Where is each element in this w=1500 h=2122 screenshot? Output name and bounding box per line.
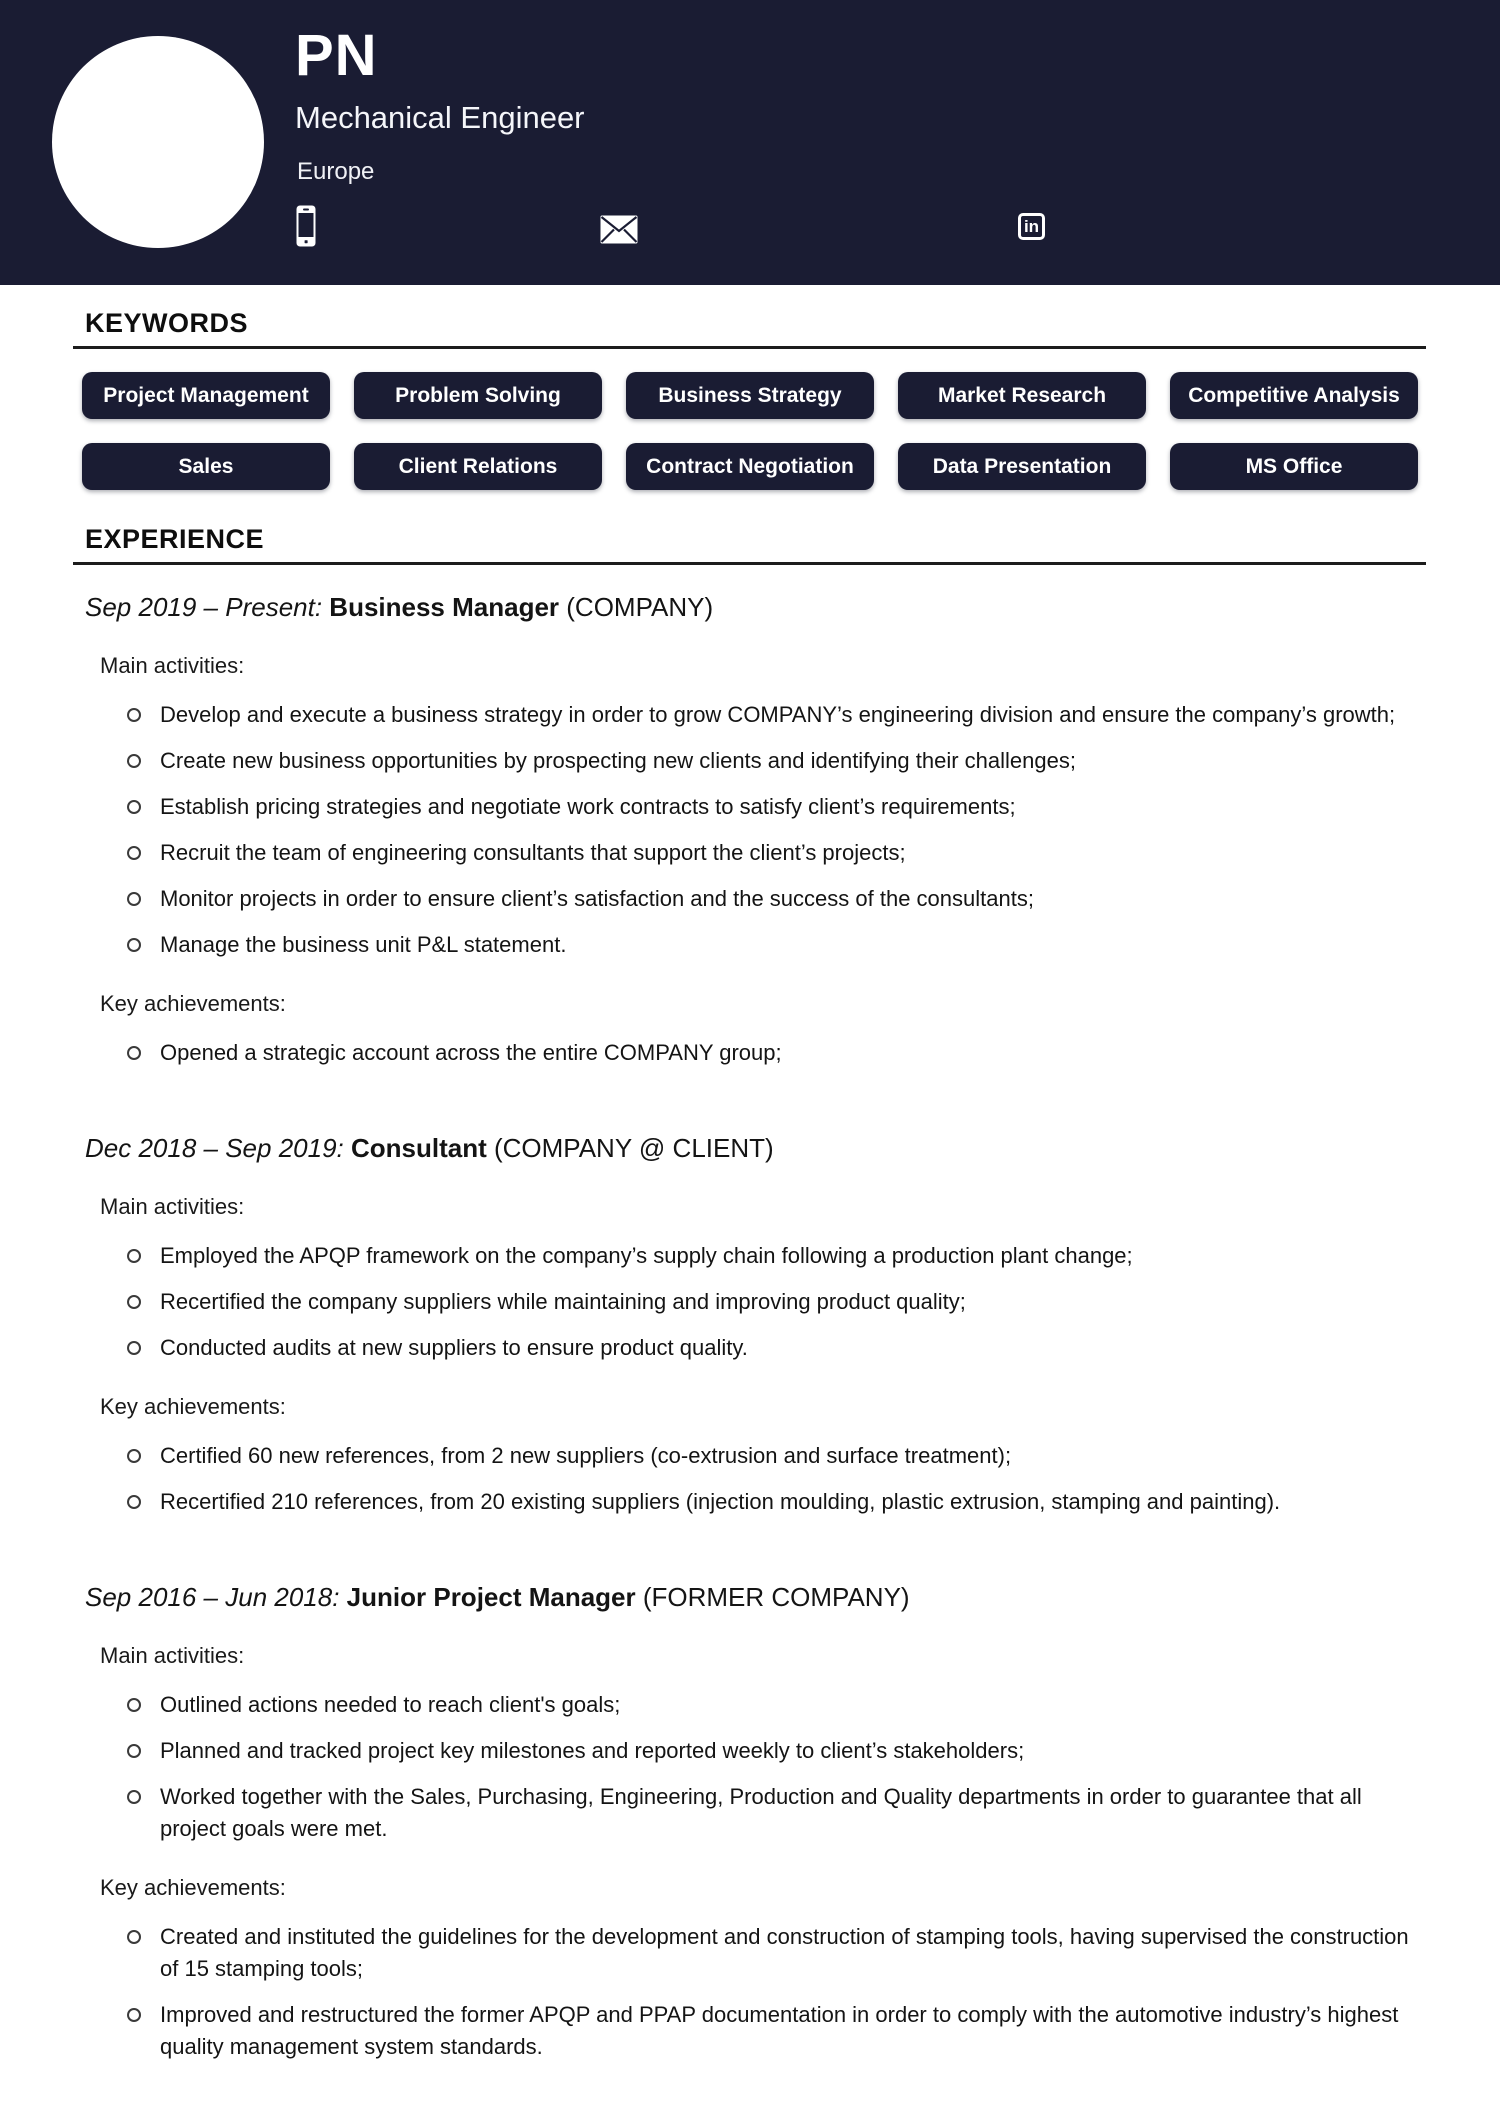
experience-section (73, 524, 1426, 2063)
bullet-marker-icon (127, 892, 141, 906)
job-title-line (85, 592, 1426, 623)
email-icon (600, 215, 638, 244)
bullet-list (73, 699, 1426, 961)
keyword-pill-rows (73, 372, 1426, 490)
bullet-marker-icon (127, 1790, 141, 1804)
job-position: Consultant (343, 1133, 494, 1163)
bullet-item (127, 699, 1426, 731)
bullet-item (127, 1440, 1426, 1472)
main-activities-label: Main activities: (100, 653, 245, 678)
bullet-text: Recruit the team of engineering consultants that support the client’s projects; (160, 840, 906, 865)
bullet-marker-icon (127, 1295, 141, 1309)
bullet-text: Manage the business unit P&L statement. (160, 932, 567, 957)
keyword-pill: Data Presentation (898, 443, 1146, 490)
bullet-marker-icon (127, 1449, 141, 1463)
keyword-pill: Competitive Analysis (1170, 372, 1418, 419)
keywords-heading: KEYWORDS (85, 308, 249, 338)
bullet-marker-icon (127, 1698, 141, 1712)
bullet-item (127, 1240, 1426, 1272)
header-location: Europe (297, 158, 375, 185)
bullet-marker-icon (127, 1046, 141, 1060)
bullet-list (73, 1440, 1426, 1518)
keyword-pill: Client Relations (354, 443, 602, 490)
bullet-text: Develop and execute a business strategy in order to grow COMPANY’s engineering division and ensure the company’s growth; (160, 702, 1396, 727)
key-achievements-label: Key achievements: (100, 1394, 286, 1419)
bullet-marker-icon (127, 2008, 141, 2022)
keyword-pill-row (82, 372, 1426, 419)
bullet-marker-icon (127, 800, 141, 814)
bullet-marker-icon (127, 1930, 141, 1944)
bullet-item (127, 883, 1426, 915)
job-list (73, 592, 1426, 2063)
bullet-item (127, 791, 1426, 823)
job-position: Junior Project Manager (339, 1582, 643, 1612)
bullet-marker-icon (127, 938, 141, 952)
job-company: (COMPANY) (566, 592, 714, 622)
bullet-text: Opened a strategic account across the entire COMPANY group; (160, 1040, 782, 1065)
experience-divider (73, 562, 1426, 565)
bullet-text: Planned and tracked project key milestones and reported weekly to client’s stakeholders; (160, 1738, 1025, 1763)
phone-icon (296, 205, 316, 247)
job-entry (73, 592, 1426, 1069)
bullet-marker-icon (127, 1495, 141, 1509)
bullet-item (127, 1037, 1426, 1069)
bullet-item (127, 837, 1426, 869)
bullet-list (73, 1037, 1426, 1069)
bullet-item (127, 1921, 1426, 1985)
bullet-list (73, 1921, 1426, 2063)
bullet-item (127, 1781, 1426, 1845)
job-position: Business Manager (322, 592, 567, 622)
main-activities-label: Main activities: (100, 1194, 245, 1219)
job-dates: Sep 2019 – Present: (85, 592, 323, 622)
bullet-text: Improved and restructured the former APQP and PPAP documentation in order to comply with the automotive industry’s highest quality management system standards. (160, 2002, 1399, 2059)
bullet-text: Create new business opportunities by prospecting new clients and identifying their challenges; (160, 748, 1076, 773)
job-entry (73, 1582, 1426, 2063)
bullet-text: Created and instituted the guidelines for the development and construction of stamping tools, having supervised the construction of 15 stamping tools; (160, 1924, 1409, 1981)
bullet-text: Certified 60 new references, from 2 new suppliers (co-extrusion and surface treatment); (160, 1443, 1012, 1468)
bullet-list (73, 1240, 1426, 1364)
job-title-line (85, 1133, 1426, 1164)
bullet-marker-icon (127, 754, 141, 768)
bullet-item (127, 1689, 1426, 1721)
bullet-item (127, 1999, 1426, 2063)
keyword-pill: Business Strategy (626, 372, 874, 419)
initials: PN (295, 23, 378, 88)
bullet-marker-icon (127, 1744, 141, 1758)
job-title-line (85, 1582, 1426, 1613)
job-dates: Sep 2016 – Jun 2018: (85, 1582, 340, 1612)
key-achievements-label: Key achievements: (100, 1875, 286, 1900)
bullet-text: Monitor projects in order to ensure client’s satisfaction and the success of the consultants; (160, 886, 1034, 911)
header (0, 0, 1500, 285)
keyword-pill: MS Office (1170, 443, 1418, 490)
bullet-text: Recertified the company suppliers while maintaining and improving product quality; (160, 1289, 966, 1314)
bullet-item (127, 929, 1426, 961)
keyword-pill: Project Management (82, 372, 330, 419)
bullet-item (127, 1286, 1426, 1318)
bullet-text: Establish pricing strategies and negotiate work contracts to satisfy client’s requirements; (160, 794, 1016, 819)
linkedin-icon[interactable]: in (1018, 213, 1045, 240)
job-company: (FORMER COMPANY) (642, 1582, 910, 1612)
keyword-pill: Market Research (898, 372, 1146, 419)
bullet-item (127, 1332, 1426, 1364)
bullet-marker-icon (127, 708, 141, 722)
bullet-item (127, 1735, 1426, 1767)
bullet-text: Outlined actions needed to reach client's goals; (160, 1692, 621, 1717)
bullet-text: Recertified 210 references, from 20 existing suppliers (injection moulding, plastic extrusion, stamping and painting). (160, 1489, 1281, 1514)
bullet-marker-icon (127, 846, 141, 860)
bullet-text: Employed the APQP framework on the company’s supply chain following a production plant change; (160, 1243, 1133, 1268)
keyword-pill: Contract Negotiation (626, 443, 874, 490)
bullet-text: Worked together with the Sales, Purchasing, Engineering, Production and Quality departments in order to guarantee that all project goals were met. (160, 1784, 1362, 1841)
bullet-list (73, 1689, 1426, 1845)
bullet-marker-icon (127, 1249, 141, 1263)
keyword-pill: Problem Solving (354, 372, 602, 419)
experience-heading: EXPERIENCE (85, 524, 265, 554)
main-activities-label: Main activities: (100, 1643, 245, 1668)
job-company: (COMPANY @ CLIENT) (493, 1133, 774, 1163)
keyword-pill-row (82, 443, 1426, 490)
job-dates: Dec 2018 – Sep 2019: (85, 1133, 344, 1163)
bullet-item (127, 1486, 1426, 1518)
key-achievements-label: Key achievements: (100, 991, 286, 1016)
job-entry (73, 1133, 1426, 1518)
keyword-pill: Sales (82, 443, 330, 490)
bullet-text: Conducted audits at new suppliers to ensure product quality. (160, 1335, 748, 1360)
header-job-title: Mechanical Engineer (295, 100, 585, 135)
bullet-item (127, 745, 1426, 777)
avatar (52, 36, 264, 248)
bullet-marker-icon (127, 1341, 141, 1355)
keywords-divider (73, 346, 1426, 349)
